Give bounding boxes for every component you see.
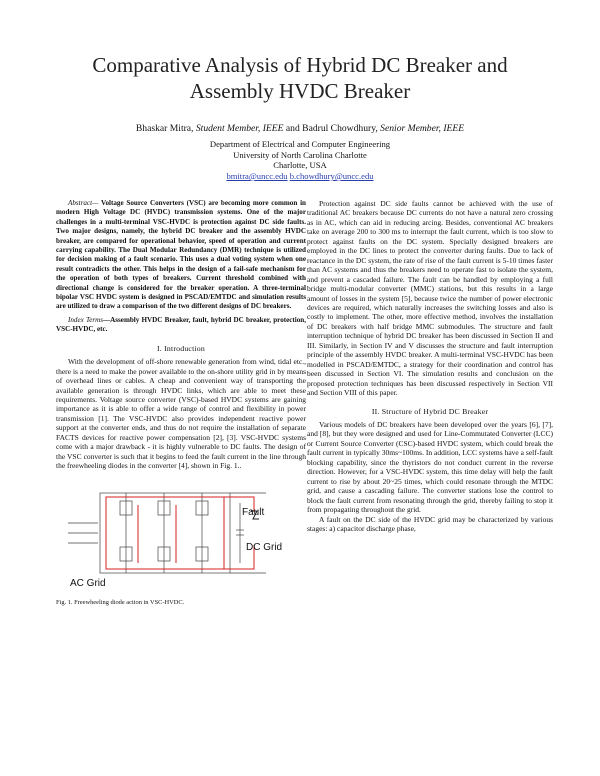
abstract (56, 199, 306, 312)
author-1: Bhaskar Mitra, (135, 123, 196, 134)
author-1-role: Student Member, IEEE (195, 123, 284, 134)
title-line-2: Assembly HVDC Breaker (189, 79, 411, 103)
affiliation (0, 139, 600, 171)
index-terms-text: —Assembly HVDC Breaker, fault, hybrid DC breaker, protection, VSC-HVDC, etc. (56, 315, 306, 334)
introduction-paragraph: With the development of off-shore renewable generation from wind, tidal etc., there is a need to make the power available to the on-shore utility grid in by means of overhead lines or cables. A cheap and convenient way of transporting the available generation is through HVDC links, which are able to meet these requirements. Voltage source converter (VSC)-based HVDC systems are gaining importance as it is able to offer a wide range of control and flexibility in power transmission [1]. The VSC-HVDC also provides independent reactive power support at the converter ends, and thus do not require the installation of separate FACTS devices for reactive power compensation [2], [3]. VSC-HVDC systems come with a major drawback - it is highly vulnerable to DC faults. The design of the VSC converter is such that it begins to feed the fault current in the line through the freewheeling diodes in the converter [4], shown in Fig. 1.. (56, 357, 306, 471)
left-column (56, 199, 306, 607)
index-terms-label: Index Terms (68, 315, 104, 324)
right-paragraph-1: Protection against DC side faults cannot be achieved with the use of traditional AC breakers because DC currents do not have a natural zero crossing as in AC, which can aid in reducing arcing. Besides, conventional AC breakers take on average 200 to 300 ms to interrupt the fault current, which is too slow to protect against faults on the DC system. Specially designed breakers are employed in the DC lines to protect the converter during faults. Due to lack of reactance in the DC system, the rate of rise of the fault current is 5-10 times faster than AC systems and thus the breakers need to operate fast to isolate the system, and prevent a cascaded failure. The fault can be handled by employing a full bridge multi-modular converter (MMC) stations, but this results in a large amount of losses in the system [5], because twice the number of power electronic devices are required, which naturally increases the switching losses and also is costly to implement. The other, more effective method, involves the installation of DC breakers with half bridge MMC submodules. The structure and fault interruption technique of hybrid DC breaker has been discussed in Section II and III. Similarly, in Section IV and V discusses the structure and fault interruption principle of the assembly HVDC breaker. A multi-terminal VSC-HVDC has been modelled in PSCAD/EMTDC, a strategy for their coordination and control has been discussed in Section VI. The simulation results and conclusion on the proposed protection techniques has been discussed respectively in Section VII and Section VIII of this paper. (307, 199, 553, 398)
author-joiner: and (283, 123, 303, 134)
converter-diagram (56, 475, 306, 597)
section-heading-introduction: I. Introduction (156, 343, 206, 353)
affiliation-department: Department of Electrical and Computer Engineering (209, 139, 391, 149)
affiliation-city: Charlotte, USA (273, 160, 327, 171)
author-line (0, 123, 600, 135)
email-link-2[interactable]: b.chowdhury@uncc.edu (289, 171, 374, 181)
title-line-1: Comparative Analysis of Hybrid DC Breaker and (92, 53, 508, 77)
right-column (307, 199, 553, 533)
right-paragraph-3: A fault on the DC side of the HVDC grid may be characterized by various stages: a) capacitor discharge phase, (307, 514, 553, 533)
figure-1 (56, 475, 306, 597)
section-heading-hybrid-dc-breaker: II. Structure of Hybrid DC Breaker (371, 406, 489, 416)
author-2-role: Senior Member, IEEE (380, 123, 465, 134)
author-2: Badrul Chowdhury, (302, 123, 381, 134)
abstract-label: Abstract— (68, 199, 99, 207)
abstract-text: Voltage Source Converters (VSC) are becoming more common in modern High Voltage DC (HVDC) transmission systems. One of the major challenges in a multi-terminal VSC-HVDC is protection against DC side faults. Two major designs, namely, the hybrid DC breaker and the assembly HVDC breaker, are compared for operational behavior, speed of operation and current carrying capability. The Dual Modular Redundancy (DMR) technique is utilized for decision making of a fault scenario. This uses a dual voting system when one result contradicts the other. This helps in the design of a fail-safe mechanism for the operation of both types of breakers. Current threshold combined with directional change is considered for the breaker operation. A three-terminal bipolar VSC HVDC system is designed in PSCAD/EMTDC and simulation results are utilized to draw a comparison of the two different designs of DC breakers. (56, 199, 306, 311)
email-link-1[interactable]: bmitra@uncc.edu (226, 171, 288, 181)
fault-current-path (106, 497, 254, 569)
index-terms (56, 316, 306, 335)
figure-1-caption: Fig. 1. Freewheeling diode action in VSC-HVDC. (56, 598, 185, 606)
dc-grid-label: DC Grid (246, 541, 283, 553)
ac-grid-label: AC Grid (70, 577, 106, 589)
right-paragraph-2: Various models of DC breakers have been developed over the years [6], [7], and [8], but they were designed and used for Line-Commutated Converter (LCC) or Current Source Converter (CSC)-based HVDC system, which could break the fault current in typically 30ms~100ms. In addition, LCC systems have a self-fault blocking capability, since the thyristors do not conduct current in the reverse direction. However, for a VSC-HVDC system, this time delay will help the fault current to rise by about 20~25 times, which could resonate through the MTDC grid, and cause a cascading failure. The converter stations lose the control to block the fault current from resonating through the grid, thereby failing to stop it from propagating throughout the grid. (307, 419, 553, 515)
email-line (0, 171, 600, 182)
fault-label: Fault (242, 506, 265, 518)
paper-title (0, 52, 600, 104)
affiliation-university: University of North Carolina Charlotte (233, 149, 367, 160)
